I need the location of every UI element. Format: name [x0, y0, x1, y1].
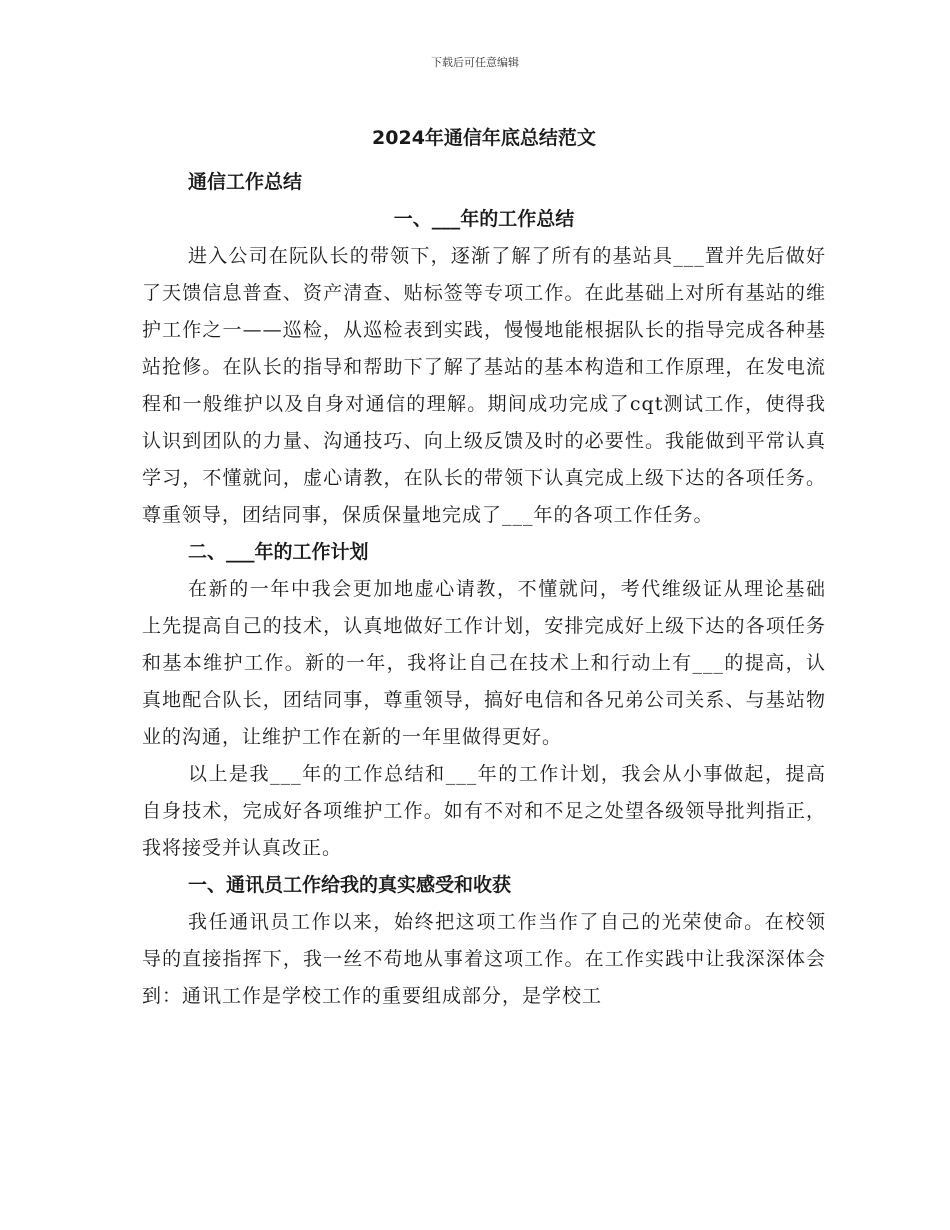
section-heading: 通信工作总结: [188, 171, 303, 193]
page-header-note: 下载后可任意编辑: [431, 56, 519, 69]
document-body: [142, 120, 826, 1015]
subsection-heading-correspondent: 一、通讯员工作给我的真实感受和收获: [188, 874, 512, 896]
paragraph-summary: 进入公司在阮队长的带领下，逐渐了解了所有的基站具___置并先后做好了天馈信息普查、资产清查、贴标签等专项工作。在此基础上对所有基站的维护工作之一——巡检，从巡检表到实践，慢慢地能根据队长的指导完成各种基站抢修。在队长的指导和帮助下了解了基站的基本构造和工作原理，在发电流程和一般维护以及自身对通信的理解。期间成功完成了cqt测试工作，使得我认识到团队的力量、沟通技巧、向上级反馈及时的必要性。我能做到平常认真学习，不懂就问，虚心请教，在队长的带领下认真完成上级下达的各项任务。尊重领导，团结同事，保质保量地完成了___年的各项工作任务。: [142, 245, 826, 526]
document-title: 2024年通信年底总结范文: [372, 127, 596, 149]
subsection-heading-summary: 一、___年的工作总结: [393, 208, 575, 230]
paragraph-correspondent: 我任通讯员工作以来，始终把这项工作当作了自己的光荣使命。在校领导的直接指挥下，我一丝不苟地从事着这项工作。在工作实践中让我深深体会到：通讯工作是学校工作的重要组成部分，是学校工: [142, 911, 826, 1007]
paragraph-plan: 在新的一年中我会更加地虚心请教，不懂就问，考代维级证从理论基础上先提高自己的技术，认真地做好工作计划，安排完成好上级下达的各项任务和基本维护工作。新的一年，我将让自己在技术上和行动上有___的提高，认真地配合队长，团结同事，尊重领导，搞好电信和各兄弟公司关系、与基站物业的沟通，让维护工作在新的一年里做得更好。: [142, 578, 826, 748]
subsection-heading-plan: 二、___年的工作计划: [188, 541, 369, 563]
paragraph-conclusion: 以上是我___年的工作总结和___年的工作计划，我会从小事做起，提高自身技术，完成好各项维护工作。如有不对和不足之处望各级领导批判指正，我将接受并认真改正。: [142, 763, 826, 859]
